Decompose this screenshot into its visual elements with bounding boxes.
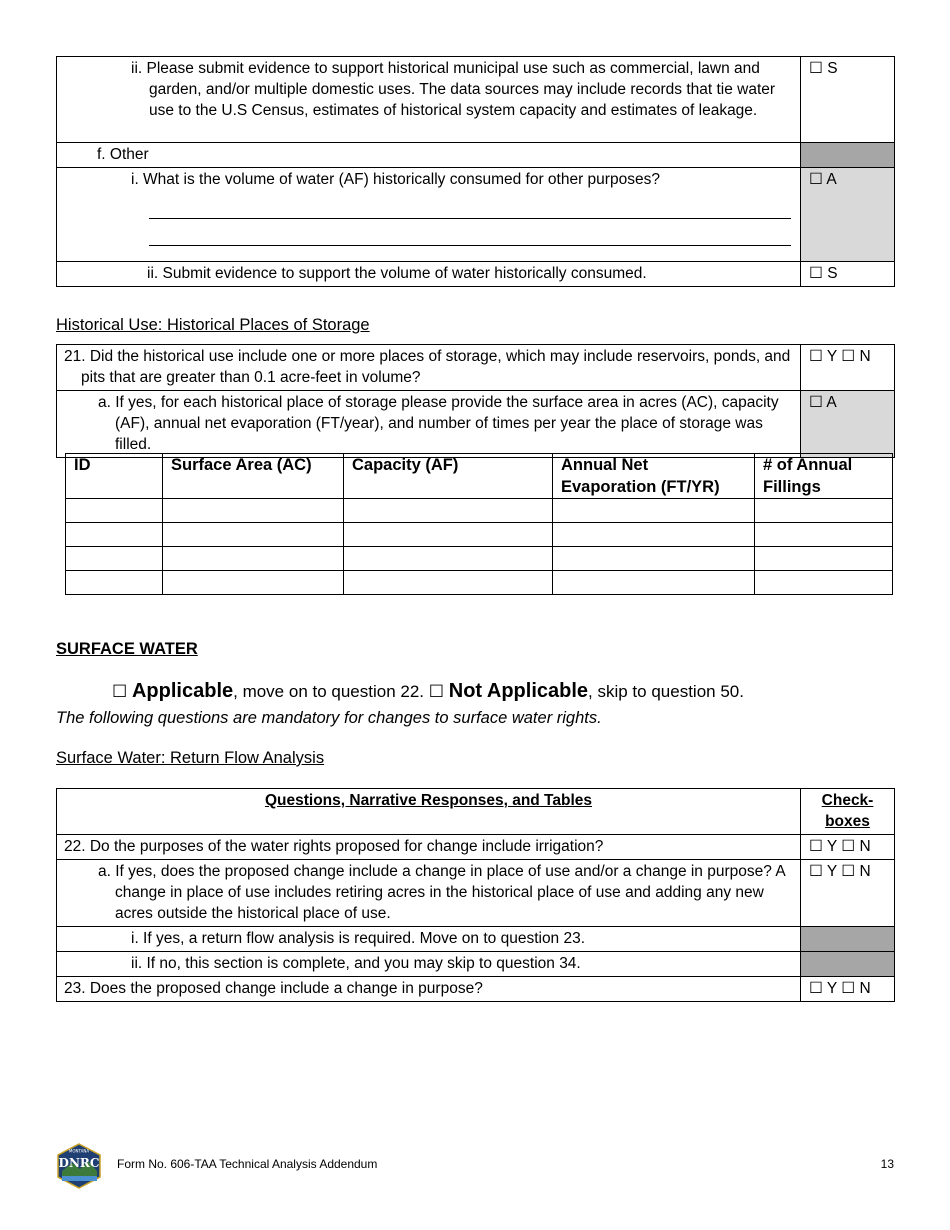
table-row	[57, 977, 895, 1002]
table-row	[57, 391, 895, 458]
municipal-other-table	[56, 56, 895, 287]
other-volume-cell	[57, 168, 801, 262]
surface-water-title: SURFACE WATER	[56, 640, 198, 658]
other-purpose-shaded-cell	[801, 143, 895, 168]
cell[interactable]	[163, 499, 344, 523]
table-row	[66, 523, 893, 547]
cell[interactable]	[755, 547, 893, 571]
cell[interactable]	[344, 547, 553, 571]
q22ii-shaded-cell	[801, 952, 895, 977]
other-evidence-checkbox[interactable]: ☐ S	[801, 262, 895, 287]
col-fillings: # of Annual Fillings	[755, 454, 893, 499]
cell[interactable]	[66, 547, 163, 571]
applicability-line	[112, 680, 744, 703]
table-header-row	[57, 789, 895, 835]
cell[interactable]	[755, 571, 893, 595]
col-surface-area: Surface Area (AC)	[163, 454, 344, 499]
other-evidence-text: ii. Submit evidence to support the volume of water historically consumed.	[57, 262, 801, 287]
dnrc-logo	[56, 1143, 102, 1189]
table-row	[66, 571, 893, 595]
cell[interactable]	[344, 571, 553, 595]
cell[interactable]	[755, 499, 893, 523]
cell[interactable]	[163, 571, 344, 595]
logo-top-text: MONTANA	[68, 1148, 90, 1154]
not-applicable-instruction: , skip to question 50.	[588, 682, 744, 701]
col-capacity: Capacity (AF)	[344, 454, 553, 499]
cell[interactable]	[163, 523, 344, 547]
q22a-text: a. If yes, does the proposed change include a change in place of use and/or a change in purpose? A change in place of use includes retiring acres in the historical place of use and adding any new acres outside the historical place of use.	[57, 860, 801, 927]
table-row	[66, 547, 893, 571]
dnrc-logo-icon	[56, 1143, 102, 1189]
header-checkboxes: Check-boxes	[821, 792, 874, 830]
table-row	[57, 262, 895, 287]
table-row	[57, 345, 895, 391]
q23-text: 23. Does the proposed change include a change in purpose?	[57, 977, 801, 1002]
q21-checkbox[interactable]: ☐ Y ☐ N	[801, 345, 895, 391]
cell[interactable]	[66, 523, 163, 547]
return-flow-heading: Surface Water: Return Flow Analysis	[56, 749, 325, 767]
q22-checkbox[interactable]: ☐ Y ☐ N	[801, 835, 895, 860]
q22a-checkbox[interactable]: ☐ Y ☐ N	[801, 860, 895, 927]
cell[interactable]	[344, 523, 553, 547]
cell[interactable]	[755, 523, 893, 547]
q21-text: 21. Did the historical use include one or more places of storage, which may include reservoirs, ponds, and pits that are greater than 0.1 acre-feet in volume?	[57, 345, 801, 391]
q22i-shaded-cell	[801, 927, 895, 952]
applicable-label: Applicable	[131, 680, 234, 702]
cell[interactable]	[553, 523, 755, 547]
cell[interactable]	[66, 499, 163, 523]
form-label: Form No. 606-TAA Technical Analysis Addendum	[117, 1157, 378, 1171]
table-row	[57, 860, 895, 927]
applicable-checkbox[interactable]: ☐	[112, 682, 128, 701]
storage-heading: Historical Use: Historical Places of Storage	[56, 316, 370, 334]
col-id: ID	[66, 454, 163, 499]
q22ii-text: ii. If no, this section is complete, and you may skip to question 34.	[57, 952, 801, 977]
municipal-evidence-checkbox[interactable]: ☐ S	[801, 57, 895, 143]
header-questions-cell	[57, 789, 801, 835]
q23-checkbox[interactable]: ☐ Y ☐ N	[801, 977, 895, 1002]
storage-header-row	[66, 454, 893, 499]
table-row	[57, 143, 895, 168]
cell[interactable]	[553, 499, 755, 523]
other-purpose-label: f. Other	[57, 143, 801, 168]
municipal-evidence-text: ii. Please submit evidence to support historical municipal use such as commercial, lawn and garden, and/or multiple domestic uses. The data sources may include records that tie water use to the U.S Census, estimates of historical system capacity and estimates of leakage.	[57, 57, 801, 143]
not-applicable-checkbox[interactable]: ☐	[428, 682, 445, 701]
table-row	[57, 835, 895, 860]
q22-text: 22. Do the purposes of the water rights proposed for change include irrigation?	[57, 835, 801, 860]
answer-line-2[interactable]	[149, 223, 791, 246]
q22i-text: i. If yes, a return flow analysis is required. Move on to question 23.	[57, 927, 801, 952]
table-row	[57, 952, 895, 977]
table-row	[57, 927, 895, 952]
applicable-instruction: , move on to question 22.	[233, 682, 425, 701]
cell[interactable]	[163, 547, 344, 571]
q21a-text: a. If yes, for each historical place of storage please provide the surface area in acres (AC), capacity (AF), annual net evaporation (FT/year), and number of times per year the place of storage was filled.	[57, 391, 801, 458]
page-number: 13	[880, 1157, 894, 1171]
table-row	[57, 57, 895, 143]
not-applicable-label: Not Applicable	[448, 680, 589, 702]
q21a-checkbox[interactable]: ☐ A	[801, 391, 895, 458]
cell[interactable]	[553, 571, 755, 595]
mandatory-note: The following questions are mandatory for changes to surface water rights.	[56, 709, 602, 727]
cell[interactable]	[344, 499, 553, 523]
col-evaporation: Annual Net Evaporation (FT/YR)	[553, 454, 755, 499]
storage-data-table	[65, 453, 893, 595]
cell[interactable]	[66, 571, 163, 595]
header-questions: Questions, Narrative Responses, and Tables	[264, 792, 593, 809]
other-volume-question: i. What is the volume of water (AF) historically consumed for other purposes?	[131, 171, 660, 188]
storage-question-table	[56, 344, 895, 458]
table-row	[57, 168, 895, 262]
cell[interactable]	[553, 547, 755, 571]
table-row	[66, 499, 893, 523]
return-flow-table	[56, 788, 895, 1002]
other-volume-checkbox[interactable]: ☐ A	[801, 168, 895, 262]
logo-text: DNRC	[58, 1156, 100, 1170]
header-checkboxes-cell	[801, 789, 895, 835]
answer-line-1[interactable]	[149, 196, 791, 219]
